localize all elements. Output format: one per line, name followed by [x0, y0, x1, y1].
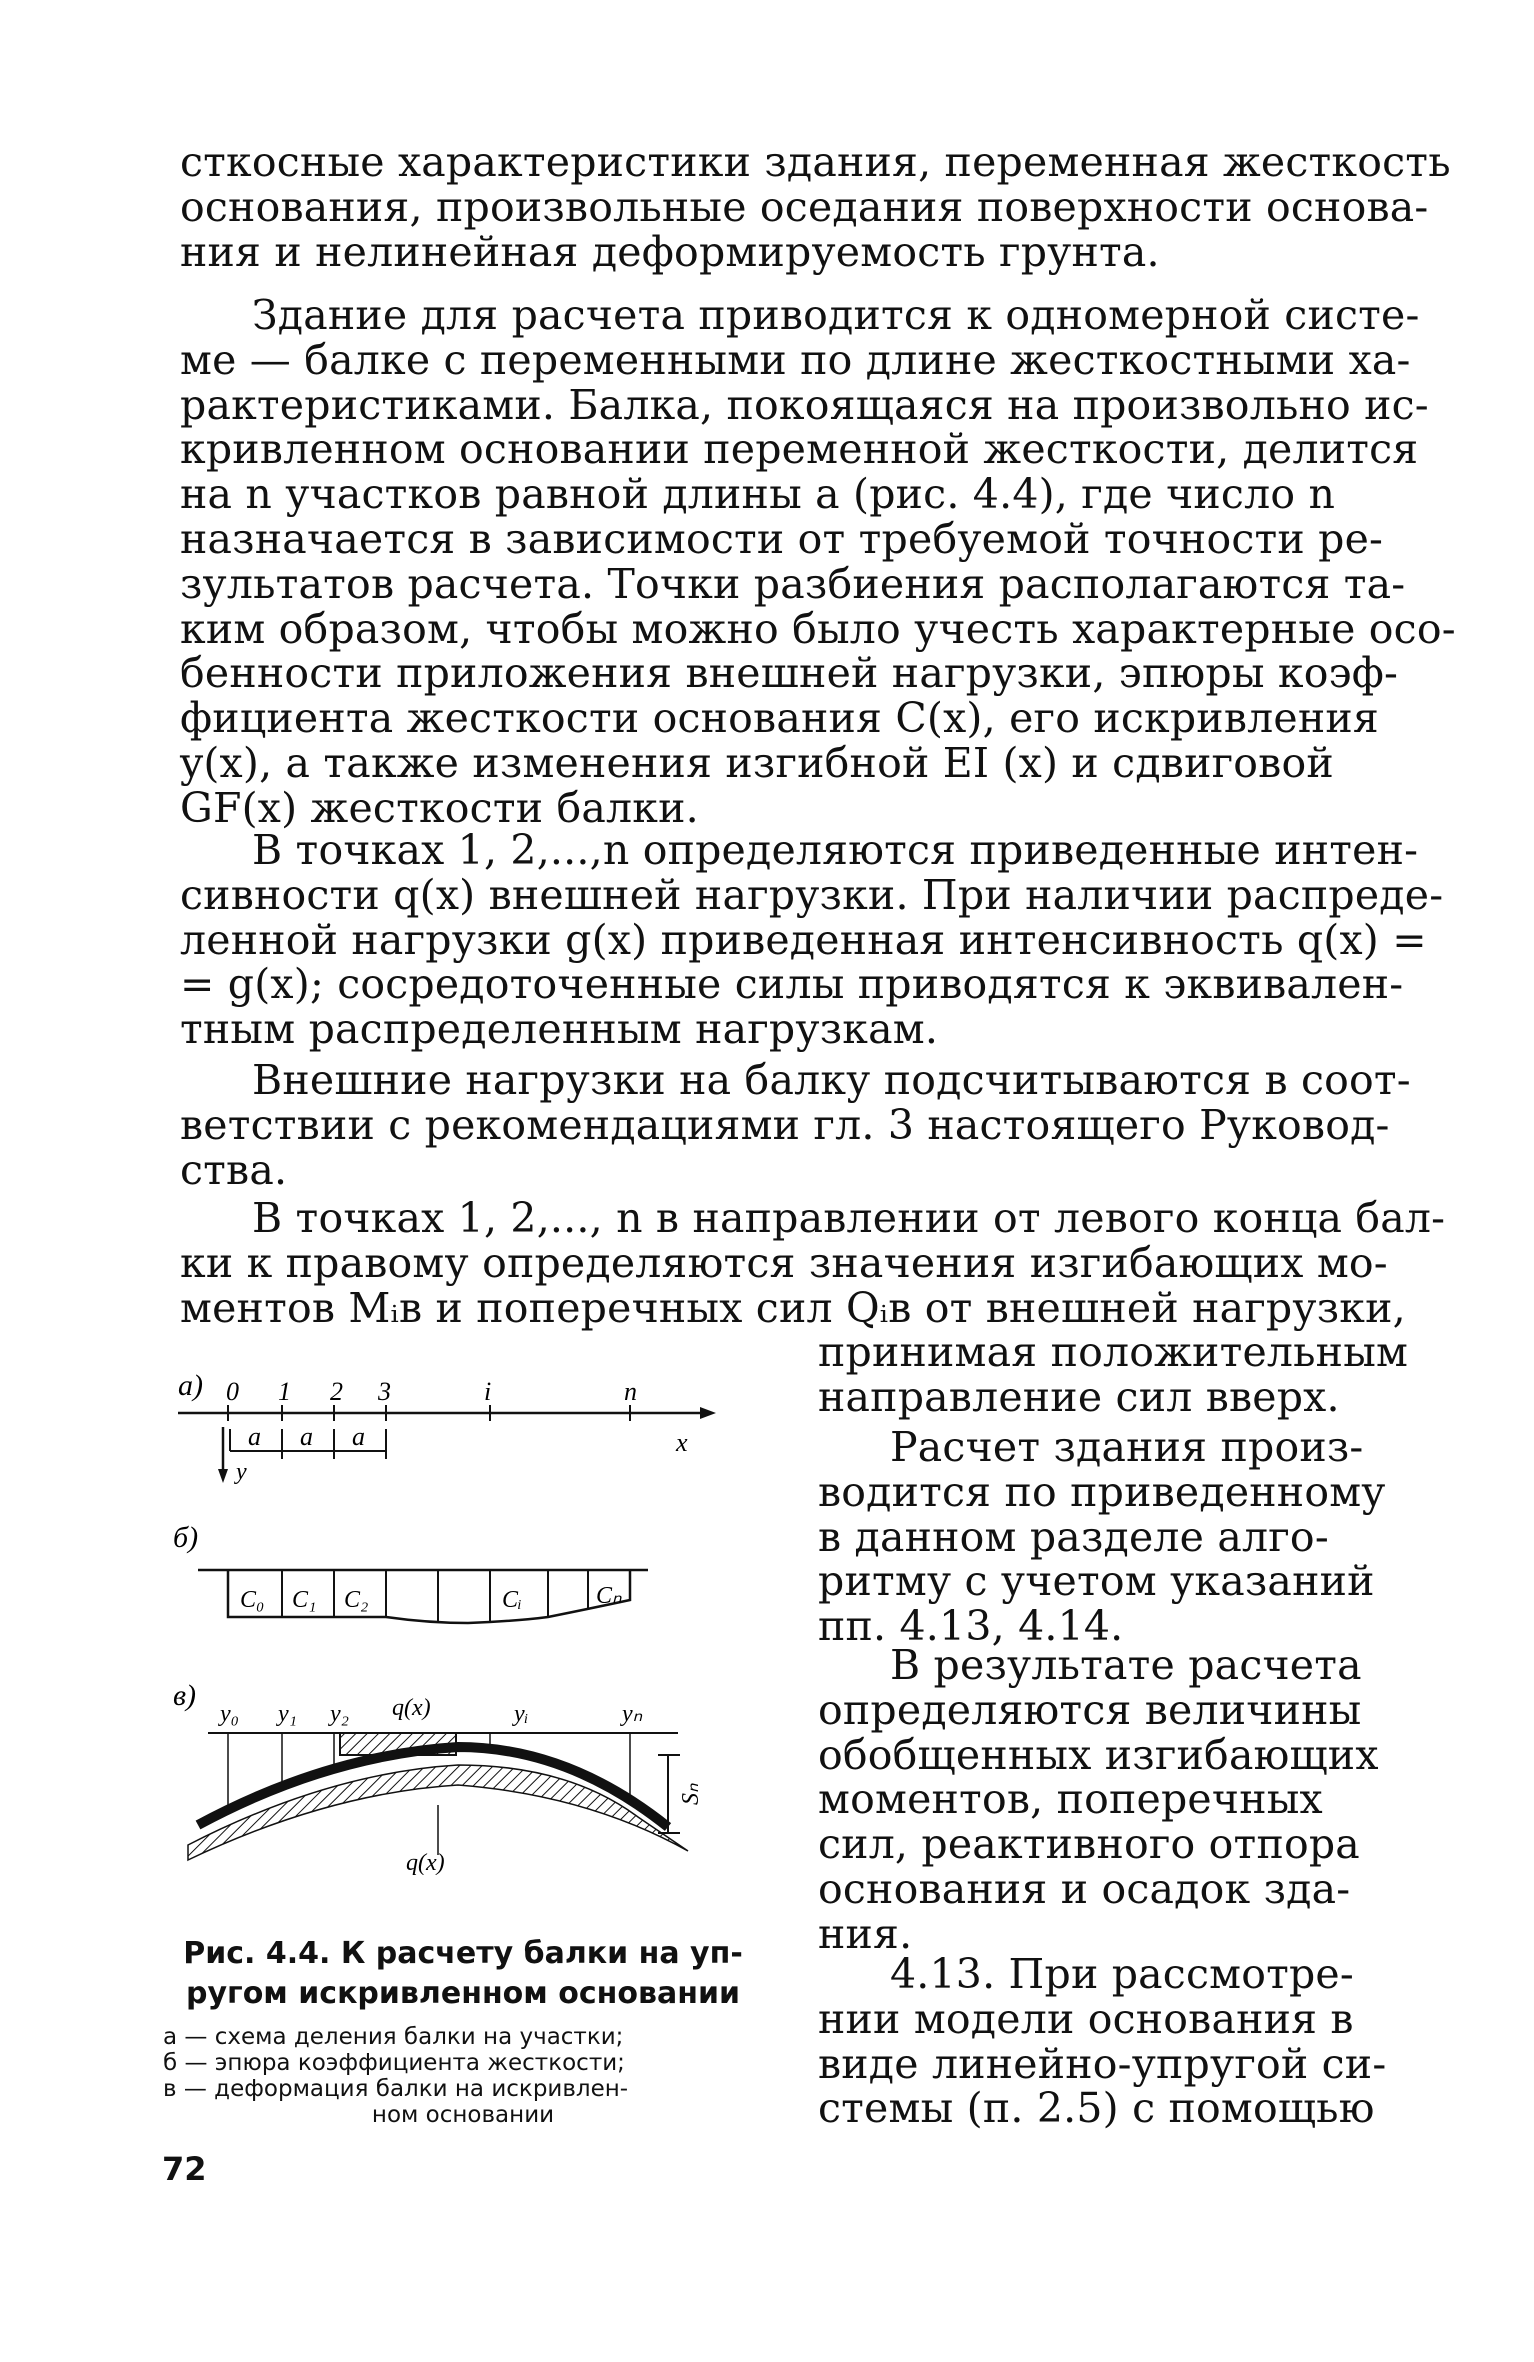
stiffness-label-c0: C₀ [240, 1587, 265, 1613]
text-line: направление сил вверх. [818, 1372, 1340, 1421]
column-paragraph-algorithm [818, 1423, 1386, 1651]
text-line: принимая положительным [818, 1328, 1409, 1376]
figure-legend [163, 2024, 763, 2128]
deflection-label-y0: y₀ [220, 1701, 239, 1727]
stiffness-labels [240, 1583, 622, 1613]
axis-y-arrow [218, 1469, 228, 1483]
stiffness-ordinates [282, 1570, 588, 1622]
deflection-label-y1: y₁ [278, 1701, 297, 1727]
deflection-label-yi: yᵢ [514, 1701, 529, 1727]
axis-x-label: x [676, 1428, 688, 1457]
settlement-label: Sₙ [678, 1783, 704, 1805]
text-line: В результате расчета [890, 1641, 1362, 1689]
axis-y-label: y [236, 1459, 247, 1485]
text-line: ки к правому определяются значения изгибающих мо- [180, 1238, 1388, 1287]
point-label-3: 3 [378, 1377, 391, 1406]
column-paragraph-direction [818, 1328, 1409, 1421]
text-line: ме — балке с переменными по длине жесткостными ха- [180, 335, 1411, 384]
text-line: Внешние нагрузки на балку подсчитываются в соот- [252, 1056, 1411, 1104]
legend-line: а — схема деления балки на участки; [163, 2024, 624, 2050]
caption-line: Рис. 4.4. К расчету балки на уп- [183, 1936, 743, 1971]
text-line: кривленном основании переменной жесткости, делится [180, 425, 1419, 474]
text-line: = g(x); сосредоточенные силы приводятся к эквивален- [180, 960, 1404, 1009]
text-line: фициента жесткости основания C(x), его искривления [180, 694, 1379, 743]
text-line: основания и осадок зда- [818, 1864, 1351, 1913]
text-line: В точках 1, 2,...,n определяются приведенные интен- [252, 826, 1419, 874]
deflection-label-q: q(x) [392, 1695, 431, 1721]
panel-b-label: б) [173, 1521, 199, 1554]
text-line: ким образом, чтобы можно было учесть характерные осо- [180, 604, 1456, 653]
page-number: 72 [162, 2150, 207, 2188]
segment-label: a [300, 1422, 313, 1451]
text-line: рактеристиками. Балка, покоящаяся на произвольно ис- [180, 380, 1429, 429]
text-line: водится по приведенному [818, 1467, 1386, 1516]
legend-line: ном основании [371, 2102, 555, 2128]
stiffness-label-c1: C₁ [292, 1587, 317, 1613]
deflection-labels [218, 1695, 643, 1727]
text-line: ния и нелинейная деформируемость грунта. [180, 227, 1160, 276]
axis-x-arrow [700, 1407, 716, 1419]
paragraph-loads [180, 826, 1444, 1054]
text-line: сивности q(x) внешней нагрузки. При наличии распреде- [180, 870, 1444, 919]
figure-caption-title [168, 1934, 758, 2014]
point-labels [226, 1377, 637, 1406]
stiffness-curve [228, 1570, 630, 1623]
point-label-2: 2 [330, 1377, 343, 1406]
text-line: на n участков равной длины a (рис. 4.4), где число n [180, 470, 1336, 519]
text-line: нии модели основания в [818, 1994, 1354, 2043]
text-line: виде линейно-упругой си- [818, 2039, 1387, 2088]
point-label-1: 1 [278, 1377, 291, 1406]
paragraph-intro [180, 138, 1451, 276]
text-line: ментов Mᵢв и поперечных сил Qᵢв от внешней нагрузки, [180, 1283, 1406, 1332]
column-paragraph-4-13 [818, 1950, 1387, 2133]
column-paragraph-results [818, 1641, 1379, 1958]
text-line: ния. [818, 1909, 913, 1958]
point-label-i: i [484, 1377, 492, 1406]
figure-4-4 [168, 1355, 788, 1875]
text-line: пп. 4.13, 4.14. [818, 1602, 1124, 1651]
text-line: 4.13. При рассмотре- [890, 1950, 1354, 1998]
text-line: обобщенных изгибающих [818, 1730, 1379, 1779]
point-label-0: 0 [226, 1377, 239, 1406]
panel-c-label: в) [173, 1679, 197, 1712]
panel-a-label: а) [178, 1369, 203, 1402]
text-line: в данном разделе алго- [818, 1512, 1329, 1561]
paragraph-external [180, 1056, 1411, 1194]
text-line: зультатов расчета. Точки разбиения располагаются та- [180, 559, 1406, 608]
deflection-label-y2: y₂ [330, 1701, 349, 1727]
text-line: ветствии с рекомендациями гл. 3 настоящего Руковод- [180, 1100, 1390, 1149]
text-line: стемы (п. 2.5) с помощью [818, 2084, 1375, 2133]
segment-label: a [352, 1422, 365, 1451]
text-line: Здание для расчета приводится к одномерной систе- [252, 291, 1420, 339]
text-line: сил, реактивного отпора [818, 1820, 1360, 1869]
legend-line: в — деформация балки на искривлен- [163, 2076, 629, 2102]
text-line: основания, произвольные оседания поверхности основа- [180, 182, 1429, 231]
text-line: определяются величины [818, 1685, 1362, 1734]
segment-label: a [248, 1422, 261, 1451]
stiffness-label-ci: Cᵢ [502, 1587, 522, 1613]
stiffness-label-c2: C₂ [344, 1587, 369, 1613]
text-line: В точках 1, 2,..., n в направлении от левого конца бал- [252, 1194, 1446, 1242]
caption-line: ругом искривленном основании [185, 1976, 740, 2011]
text-line: GF(x) жесткости балки. [180, 783, 699, 832]
text-line: ленной нагрузки g(x) приведенная интенсивность q(x) = [180, 915, 1427, 964]
segment-labels [248, 1422, 365, 1451]
text-line: бенности приложения внешней нагрузки, эпюры коэф- [180, 649, 1399, 698]
base-load-label: q(x) [406, 1850, 445, 1875]
deflection-label-yn: yₙ [622, 1701, 643, 1727]
beam-diagram [168, 1355, 788, 1875]
text-line: ства. [180, 1145, 288, 1194]
text-line: Расчет здания произ- [890, 1423, 1364, 1471]
text-line: ритму с учетом указаний [818, 1557, 1375, 1606]
paragraph-moments [180, 1194, 1446, 1332]
paragraph-model [180, 291, 1456, 832]
text-line: сткосные характеристики здания, переменная жесткость [180, 138, 1451, 186]
stiffness-label-cn: Cₙ [596, 1583, 622, 1609]
text-line: назначается в зависимости от требуемой точности ре- [180, 514, 1384, 563]
legend-line: б — эпюра коэффициента жесткости; [163, 2050, 625, 2076]
point-label-n: n [624, 1377, 637, 1406]
text-line: y(x), а также изменения изгибной EI (x) и сдвиговой [180, 738, 1334, 787]
text-line: моментов, поперечных [818, 1775, 1323, 1824]
text-line: тным распределенным нагрузкам. [180, 1005, 939, 1054]
